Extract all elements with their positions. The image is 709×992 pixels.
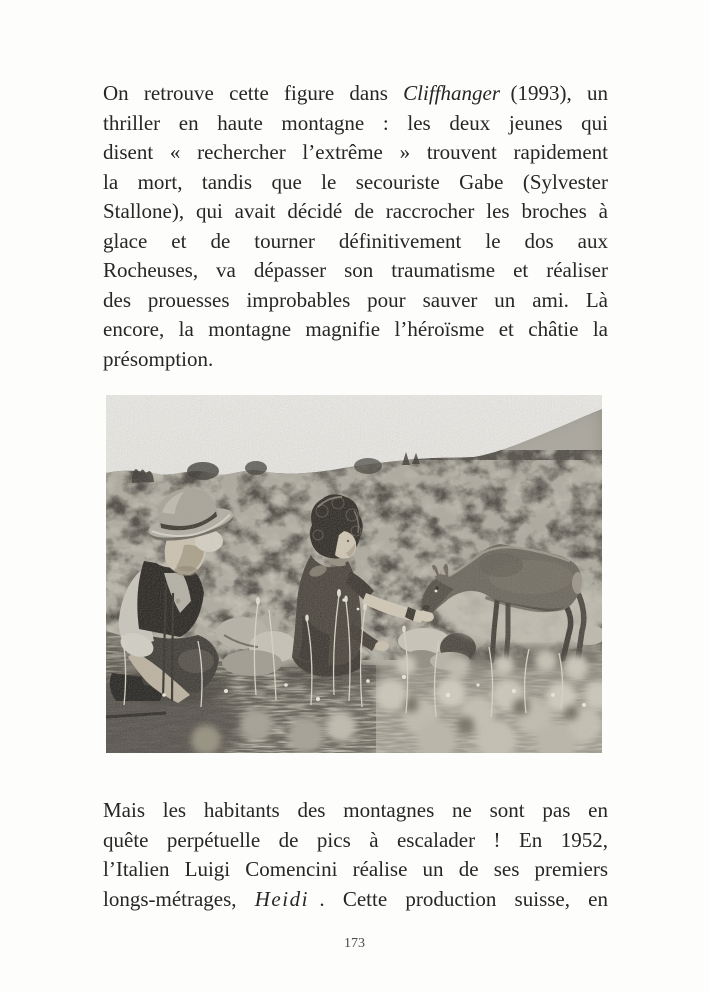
text-line: Mais les habitants des montagnes ne sont pas en <box>103 798 608 822</box>
text-segment: On retrouve cette figure dans <box>103 81 404 105</box>
text-line: présomption. <box>103 346 214 371</box>
photograph <box>106 395 602 753</box>
text-line: Rocheuses, va dépasser son traumatisme et réaliser <box>103 258 608 282</box>
text-line: l’Italien Luigi Comencini réalise un de ses premiers <box>103 857 608 881</box>
text-line: Stallone), qui avait décidé de raccrocher les broches à <box>103 199 608 223</box>
photo-illustration <box>106 395 602 753</box>
text-line: encore, la montagne magnifie l’héroïsme et châtie la <box>103 317 608 341</box>
film-title-heidi: Heidi <box>254 886 309 911</box>
paragraph-1 <box>103 79 608 374</box>
page-number: 173 <box>344 936 365 951</box>
text-line: la mort, tandis que le secouriste Gabe (Sylvester <box>103 169 608 194</box>
text-line: quête perpétuelle de pics à escalader ! En 1952, <box>103 827 608 852</box>
text-line <box>103 885 608 915</box>
text-line <box>103 79 608 109</box>
text-segment: longs-métrages, <box>103 886 255 911</box>
paragraph-2 <box>103 796 608 914</box>
text-line: glace et de tourner définitivement le dos aux <box>103 228 608 253</box>
film-title-cliffhanger: Cliffhanger <box>403 81 500 105</box>
text-line: thriller en haute montagne : les deux jeunes qui <box>103 110 608 135</box>
text-segment: (1993), un <box>500 81 608 105</box>
photo-grain <box>106 395 602 753</box>
text-line: des prouesses improbables pour sauver un ami. Là <box>103 287 608 312</box>
text-line: disent « rechercher l’extrême » trouvent rapidement <box>103 140 608 164</box>
text-segment: . Cette production suisse, en <box>308 886 608 911</box>
